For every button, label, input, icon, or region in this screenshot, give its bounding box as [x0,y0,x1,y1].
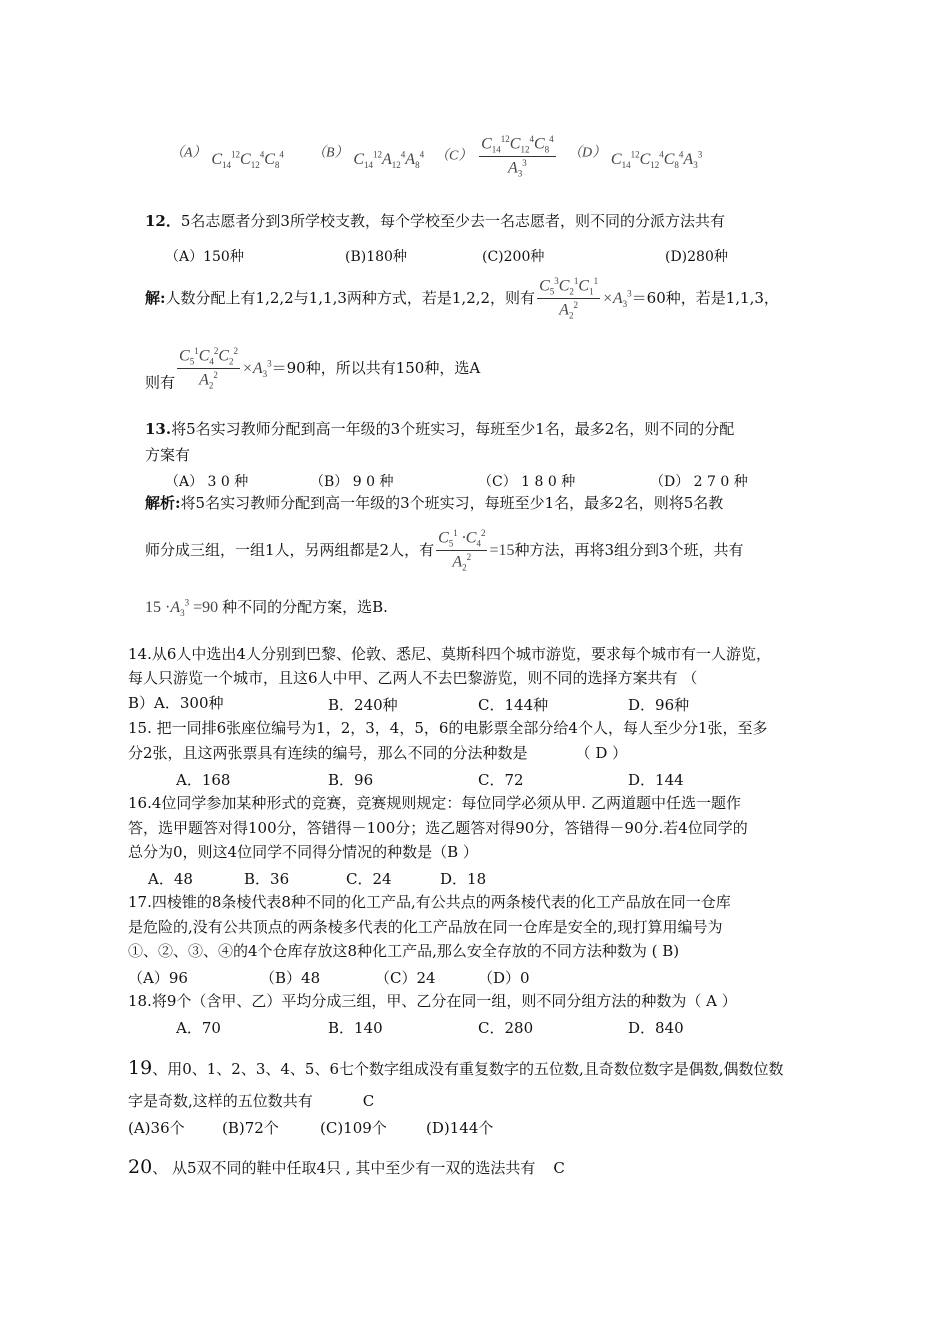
q16-option-b: B．36 [244,870,290,888]
q14-option-b: B．240种 [328,696,398,714]
q12-stem [145,212,725,230]
q15-option-d: D．144 [628,771,684,789]
q13-stem-line2: 方案有 [145,446,191,464]
q11-option-b: （B） [312,145,349,161]
q15-option-b: B．96 [328,771,374,789]
q12-times-a33-2: $\times A_3^3$ [242,358,272,379]
q12-solution-text1: 人数分配上有1,2,2与1,1,3两种方式，若是1,2,2，则有 [165,288,536,307]
q12-formula-1: $\frac{C_5^3C_2^1C_1^1}{A_2^2}$ [539,276,599,321]
q17-line3: ①、②、③、④的4个仓库存放这8种化工产品,那么安全存放的不同方法种数为 ( B) [128,942,680,960]
q16-line3: 总分为0，则这4位同学不同得分情况的种数是（B ） [128,843,478,861]
q13-option-a: （A） 3 0 种 [165,474,249,490]
q13-solution-line2 [145,528,744,574]
q13-number: 13. [145,420,172,438]
q19-text1: 、用0、1、2、3、4、5、6七个数字组成没有重复数字的五位数,且奇数位数字是偶数,偶数位数 [152,1060,784,1078]
q12-solution-line2 [145,346,480,392]
q20-number: 20 [128,1156,153,1178]
q19-option-d: (D)144个 [426,1119,494,1137]
q12-text: 5名志愿者分到3所学校支教，每个学校至少去一名志愿者，则不同的分派方法共有 [180,212,725,230]
q11-formula-b: $C_{14}^{12}A_{12}^4A_8^4$ [353,150,425,171]
q17-option-a: （A）96 [128,969,188,987]
q19-option-a: (A)36个 [128,1119,185,1137]
q11-option-c: （C） [435,148,473,164]
q18-option-a: A．70 [176,1019,221,1037]
q18-line1: 18.将9个（含甲、乙）平均分成三组，甲、乙分在同一组，则不同分组方法的种数为（ A ） [128,992,737,1010]
q13-stem-line1 [145,420,734,438]
q20-line1 [128,1156,565,1179]
q17-option-c: （C）24 [375,969,436,987]
q12-option-c: (C)200种 [482,249,545,265]
q12-solution-text3: 则有 [145,373,176,392]
q13-solution-text2: 师分成三组，一组1人，另两组都是2人，有 [145,540,435,559]
q14-option-c: C．144种 [478,696,549,714]
q12-solution-text2: ＝60种，若是1,1,3， [631,288,779,307]
q14-line3: B）A．300种 [128,694,224,712]
q11-option-b-wrap [312,142,425,171]
q19-number: 19 [128,1057,153,1079]
q15-line2 [128,744,627,762]
q15-option-a: A．168 [176,771,231,789]
q18-option-b: B．140 [328,1019,383,1037]
q19-answer: C [362,1092,375,1110]
q14-line1: 14.从6人中选出4人分别到巴黎、伦敦、悉尼、莫斯科四个城市游览，要求每个城市有一人游览， [128,645,771,663]
q15-text2: 分2张，且这两张票具有连续的编号，那么不同的分法种数是 [128,744,528,762]
q13-formula-1: $\frac{C_5^1 \cdot C_4^2}{A_2^2}$ [438,528,486,573]
q17-option-d: （D）0 [478,969,530,987]
q12-number: 12． [145,212,181,230]
q13-solution-line1 [145,494,723,512]
q17-option-b: （B）48 [260,969,321,987]
q12-option-a: （A）150种 [165,249,244,265]
q19-line1 [128,1057,784,1080]
q13-eq-15: =15 [489,541,515,559]
q15-line1: 15. 把一同排6张座位编号为1，2，3，4，5，6的电影票全部分给4个人，每人至少分1张，至多 [128,719,768,737]
q11-option-d-wrap [568,142,703,171]
q17-line2: 是危险的,没有公共顶点的两条棱多代表的化工产品放在同一仓库是安全的,现打算用编号为 [128,918,723,936]
q17-line1: 17.四棱锥的8条棱代表8种不同的化工产品,有公共点的两条棱代表的化工产品放在同一仓库 [128,893,731,911]
q11-formula-c: $\frac{C_{14}^{12}C_{12}^4C_8^4}{A_3^3}$ [481,134,554,179]
q13-solution-text3: 种方法，再将3组分到3个班，共有 [514,540,744,559]
q13-solution-label: 解析: [145,494,181,512]
q13-option-b: （B） 9 0 种 [310,474,394,490]
q13-formula-2: $15 \cdot A_3^3 =90$ [145,598,219,619]
q13-solution-text4: 种不同的分配方案，选B. [222,598,388,617]
q11-option-d: （D） [568,145,607,161]
q12-solution-label: 解: [145,288,166,307]
q13-option-c: （C） 1 8 0 种 [478,474,576,490]
q15-option-c: C．72 [478,771,524,789]
q19-option-b: (B)72个 [222,1119,279,1137]
q19-option-c: (C)109个 [320,1119,387,1137]
q14-line2: 每人只游览一个城市，且这6人中甲、乙两人不去巴黎游览，则不同的选择方案共有 （ [128,669,698,687]
q18-option-c: C．280 [478,1019,534,1037]
q13-option-d: （D） 2 7 0 种 [650,474,748,490]
q19-line2 [128,1092,374,1110]
q11-options [170,142,284,171]
q16-line2: 答，选甲题答对得100分，答错得－100分；选乙题答对得90分，答错得－90分.若4位同学的 [128,819,748,837]
q12-option-b: (B)180种 [345,249,407,265]
q11-option-c-wrap [435,134,558,180]
q11-formula-d: $C_{14}^{12}C_{12}^4C_8^4A_3^3$ [610,150,703,171]
q12-times-a33: $\times A_3^3$ [602,288,632,309]
q13-solution-text1: 将5名实习教师分配到高一年级的3个班实习，每班至少1名，最多2名，则将5名教 [180,494,724,512]
q16-option-a: A．48 [148,870,193,888]
q13-solution-line3 [145,598,388,619]
q12-solution-line1 [145,276,779,322]
q13-text1: 将5名实习教师分配到高一年级的3个班实习，每班至少1名，最多2名，则不同的分配 [171,420,735,438]
q16-option-d: D．18 [440,870,487,888]
q11-option-a: （A） [170,145,207,161]
q16-option-c: C．24 [346,870,392,888]
q19-text2: 字是奇数,这样的五位数共有 [128,1092,313,1110]
q20-answer: C [553,1159,565,1177]
q11-formula-a: $C_{14}^{12}C_{12}^4C_8^4$ [211,150,284,171]
q12-option-d: (D)280种 [665,249,728,265]
q12-solution-text4: ＝90种，所以共有150种，选A [271,358,481,377]
q14-option-d: D．96种 [628,696,690,714]
q15-answer: （ D ） [575,744,628,762]
q12-formula-2: $\frac{C_5^1C_4^2C_2^2}{A_2^2}$ [179,346,239,391]
q16-line1: 16.4位同学参加某种形式的竞赛，竞赛规则规定：每位同学必须从甲. 乙两道题中任选一题作 [128,794,741,812]
q18-option-d: D．840 [628,1019,684,1037]
q20-text1: 、 从5双不同的鞋中任取4只 , 其中至少有一双的选法共有 [152,1159,536,1177]
